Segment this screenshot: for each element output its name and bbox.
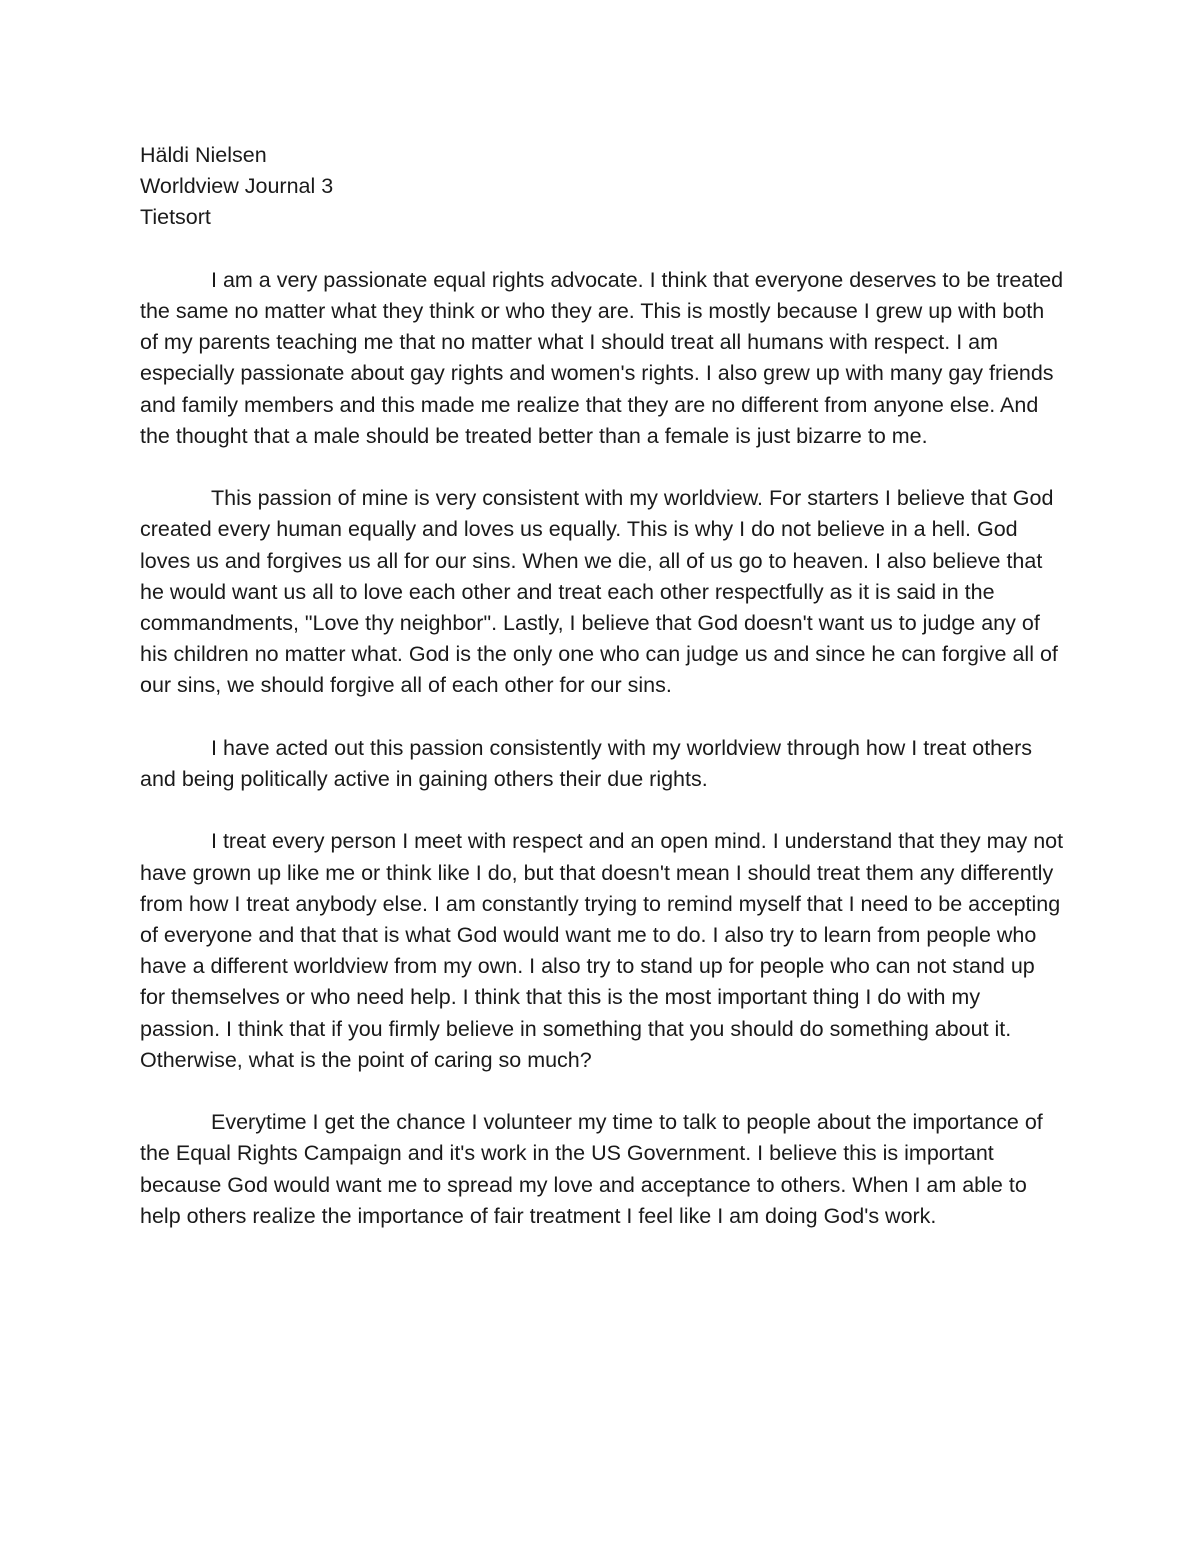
- teacher-name: Tietsort: [140, 205, 211, 230]
- paragraph: I treat every person I meet with respect and an open mind. I understand that they may not have grown up like me or think like I do, but that doesn't mean I should treat them any differently from how I treat anybody else. I am constantly trying to remind myself that I need to be accepting of everyone and that that is what God would want me to do. I also try to learn from people who have a different worldview from my own. I also try to stand up for people who can not stand up for themselves or who need help. I think that this is the most important thing I do with my passion. I think that if you firmly believe in something that you should do something about it. Otherwise, what is the point of caring so much?: [140, 829, 1064, 1072]
- paragraph: This passion of mine is very consistent with my worldview. For starters I believe that God created every human equally and loves us equally. This is why I do not believe in a hell. God loves us and forgives us all for our sins. When we die, all of us go to heaven. I also believe that he would want us all to love each other and treat each other respectfully as it is said in the commandments, "Love thy neighbor". Lastly, I believe that God doesn't want us to judge any of his children no matter what. God is the only one who can judge us and since he can forgive all of our sins, we should forgive all of each other for our sins.: [140, 486, 1058, 698]
- paragraph: Everytime I get the chance I volunteer my time to talk to people about the importance of the Equal Rights Campaign and it's work in the US Government. I believe this is important because God would want me to spread my love and acceptance to others. When I am able to help others realize the importance of fair treatment I feel like I am doing God's work.: [140, 1110, 1043, 1228]
- document-header: [140, 140, 1065, 234]
- document-body: [140, 140, 1065, 1263]
- author-name: Häldi Nielsen: [140, 143, 267, 167]
- paragraph: I have acted out this passion consistently with my worldview through how I treat others and being politically active in gaining others their due rights.: [140, 735, 1032, 792]
- paragraph: I am a very passionate equal rights advocate. I think that everyone deserves to be treated the same no matter what they think or who they are. This is mostly because I grew up with both of my parents teaching me that no matter what I should treat all humans with respect. I am especially passionate about gay rights and women's rights. I also grew up with many gay friends and family members and this made me realize that they are no different from anyone else. And the thought that a male should be treated better than a female is just bizarre to me.: [140, 267, 1064, 448]
- document-title: Worldview Journal 3: [140, 174, 334, 199]
